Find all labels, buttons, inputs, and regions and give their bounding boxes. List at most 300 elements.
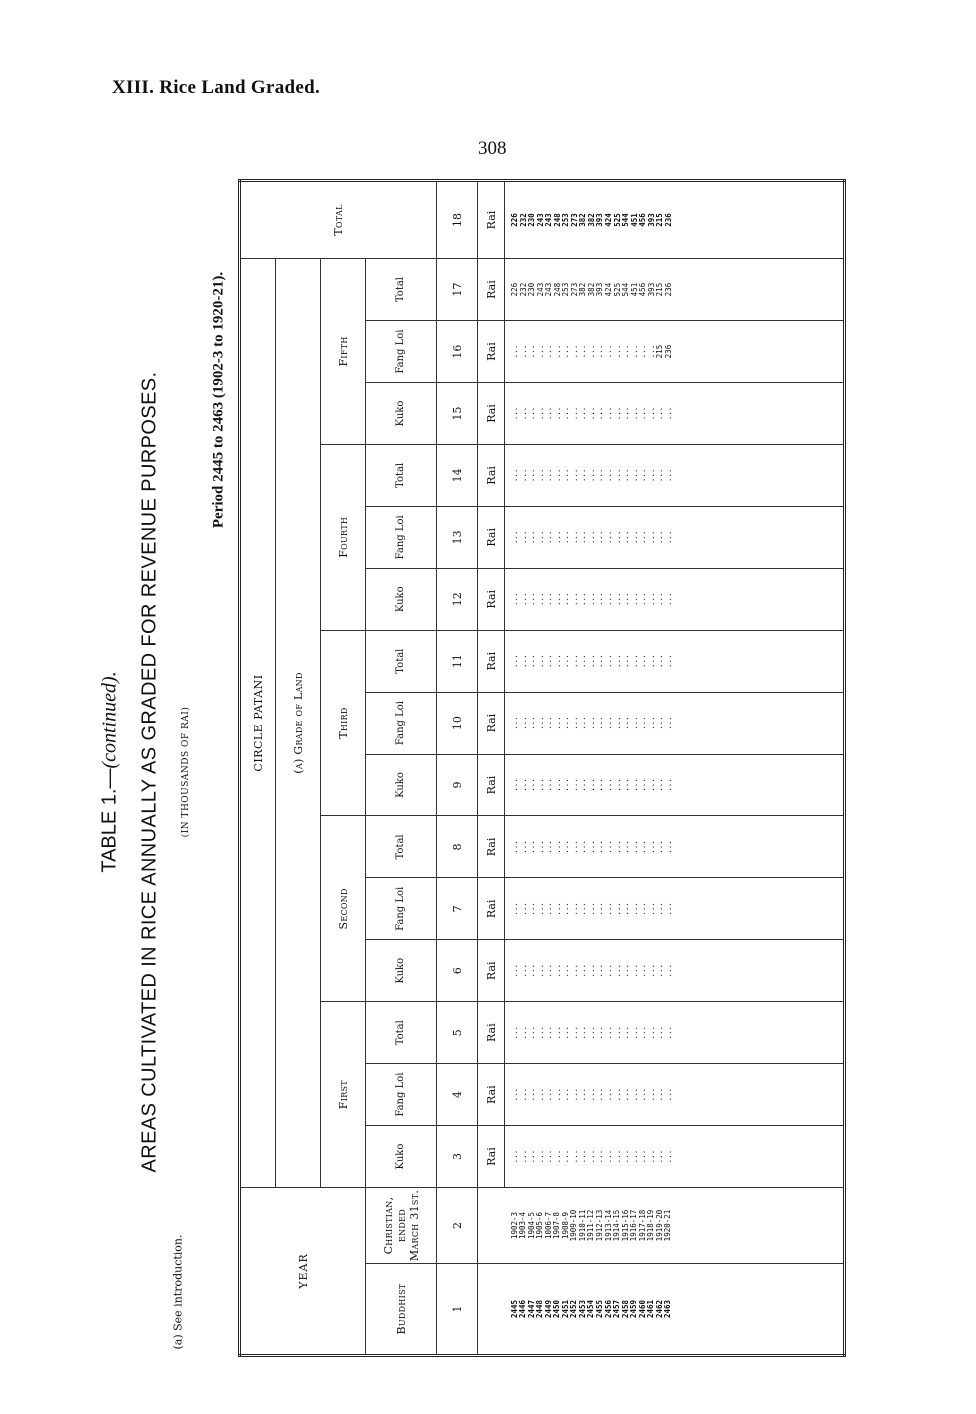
table-cell-value: ... xyxy=(612,654,622,668)
table-cell-value: ... xyxy=(595,654,605,668)
unit-cell: Rai xyxy=(478,181,505,259)
table-cell-value: ... xyxy=(638,654,648,668)
table-cell-value: ... xyxy=(586,530,596,545)
table-cell-value: ... xyxy=(544,964,554,978)
table-cell-value: ... xyxy=(638,778,648,792)
table-cell-value: 456 xyxy=(638,213,648,227)
table-cell-value: ... xyxy=(510,902,519,916)
unit-cell: Rai xyxy=(478,630,505,692)
table-cell-value: ... xyxy=(527,406,537,421)
column-number: 8 xyxy=(437,816,478,878)
table-cell-value: ... xyxy=(518,1025,528,1040)
table-cell-value: 451 xyxy=(629,213,639,227)
table-cell-value: ... xyxy=(527,1087,537,1102)
table-cell-value: ... xyxy=(629,964,639,978)
table-cell-value: ... xyxy=(578,1149,588,1164)
column-number: 1 xyxy=(437,1264,478,1356)
table-cell-value: 382 xyxy=(586,282,596,297)
table-cell-value: ... xyxy=(535,406,545,421)
table-cell-value: ... xyxy=(569,1025,579,1040)
column-number: 7 xyxy=(437,878,478,940)
fourth-kuko-header: Kuko xyxy=(366,568,437,630)
table-cell-value: ... xyxy=(663,406,673,421)
table-cell-value: ... xyxy=(510,778,519,792)
table-cell-value: ... xyxy=(586,1025,596,1040)
empty-values xyxy=(505,568,845,630)
table-cell-value: 2452 xyxy=(569,1299,579,1319)
table-cell-value: ... xyxy=(663,1087,673,1102)
table-cell-value: 1006-7 xyxy=(543,1211,553,1240)
table-cell-value: 382 xyxy=(586,213,596,227)
table-cell-value: 236 xyxy=(663,213,673,227)
christian-label: Christian, xyxy=(381,1196,395,1255)
third-kuko-header: Kuko xyxy=(366,754,437,816)
table-cell-value: ... xyxy=(518,902,528,916)
table-cell-value: 1912-13 xyxy=(594,1209,604,1242)
table-cell-value: ... xyxy=(561,406,571,421)
table-cell-value: ... xyxy=(578,964,588,978)
table-cell-value: ... xyxy=(621,964,631,978)
table-cell-value: 456 xyxy=(638,282,648,297)
table-cell-value: ... xyxy=(535,902,545,916)
table-cell-value: ... xyxy=(569,716,579,730)
table-cell-value: ... xyxy=(586,654,596,668)
empty-values xyxy=(505,1064,845,1126)
table-cell-value: ... xyxy=(604,1149,614,1164)
table-cell-value: ... xyxy=(655,468,665,483)
table-cell-value: ... xyxy=(663,716,673,730)
table-cell-value: 2450 xyxy=(552,1299,562,1319)
table-cell-value: ... xyxy=(569,840,579,854)
table-cell-value: ... xyxy=(535,964,545,978)
table-cell-value: ... xyxy=(510,406,519,421)
table-cell-value: ... xyxy=(535,1025,545,1040)
table-cell-value: ... xyxy=(544,468,554,483)
table-cell-value: ... xyxy=(544,1025,554,1040)
table-cell-value: ... xyxy=(604,654,614,668)
table-cell-value: ... xyxy=(629,592,639,607)
table-cell-value: ... xyxy=(638,1149,648,1164)
table-cell-value: ... xyxy=(595,406,605,421)
table-cell-value: ... xyxy=(638,406,648,421)
table-cell-value: ... xyxy=(612,344,622,359)
column-number: 5 xyxy=(437,1002,478,1064)
table-cell-value: 273 xyxy=(569,282,579,297)
table-cell-value: 1909-10 xyxy=(569,1209,579,1242)
table-cell-value: ... xyxy=(663,530,673,545)
table-cell-value: ... xyxy=(552,344,562,359)
table-cell-value: ... xyxy=(561,530,571,545)
table-cell-value: 544 xyxy=(621,213,631,227)
table-cell-value: ... xyxy=(663,1025,673,1040)
table-cell-value: 2456 xyxy=(603,1299,613,1319)
table-cell-value: 2453 xyxy=(577,1299,587,1319)
table-cell-value: ... xyxy=(535,1149,545,1164)
table-cell-value: ... xyxy=(544,778,554,792)
table-cell-value: ... xyxy=(518,530,528,545)
table-cell-value: ... xyxy=(569,902,579,916)
table-cell-value: ... xyxy=(535,1087,545,1102)
table-cell-value: 253 xyxy=(561,213,571,227)
table-cell-value: 1920-21 xyxy=(663,1209,673,1242)
fourth-fangloi-header: Fang Loi xyxy=(366,506,437,568)
table-cell-value: ... xyxy=(621,902,631,916)
empty-values xyxy=(505,506,845,568)
table-cell-value: ... xyxy=(612,1087,622,1102)
table-cell-value: ... xyxy=(527,964,537,978)
table-cell-value: ... xyxy=(655,902,665,916)
table-cell-value: ... xyxy=(663,964,673,978)
empty-values xyxy=(505,878,845,940)
table-cell-value: 2460 xyxy=(637,1299,647,1319)
table-cell-value: 1918-19 xyxy=(646,1209,656,1242)
column-number: 18 xyxy=(437,181,478,259)
table-cell-value: ... xyxy=(646,406,656,421)
table-cell-value: ... xyxy=(561,778,571,792)
table-cell-value: ... xyxy=(569,530,579,545)
table-cell-value: ... xyxy=(655,406,665,421)
table-cell-value: 2462 xyxy=(654,1299,664,1319)
table-cell-value: 424 xyxy=(604,213,614,227)
table-cell-value: ... xyxy=(604,530,614,545)
table-cell-value: ... xyxy=(646,468,656,483)
table-cell-value: ... xyxy=(604,902,614,916)
table-cell-value: ... xyxy=(595,840,605,854)
table-cell-value: ... xyxy=(527,902,537,916)
table-cell-value: 1905-6 xyxy=(535,1211,545,1240)
table-cell-value: ... xyxy=(612,964,622,978)
column-number: 11 xyxy=(437,630,478,692)
table-cell-value: ... xyxy=(655,530,665,545)
table-cell-value: ... xyxy=(544,1087,554,1102)
table-cell-value: 226 xyxy=(510,282,519,297)
table-cell-value: ... xyxy=(595,592,605,607)
table-cell-value: ... xyxy=(638,468,648,483)
table-cell-value: ... xyxy=(612,840,622,854)
table-cell-value: 1910-11 xyxy=(577,1209,587,1242)
circle-header: CIRCLE PATANI xyxy=(240,259,276,1188)
table-cell-value: ... xyxy=(518,1149,528,1164)
table-cell-value: 2458 xyxy=(620,1299,630,1319)
table-cell-value: ... xyxy=(527,840,537,854)
table-cell-value: ... xyxy=(612,406,622,421)
table-cell-value: ... xyxy=(663,654,673,668)
table-cell-value: ... xyxy=(569,964,579,978)
table-cell-value: ... xyxy=(646,840,656,854)
table-cell-value: ... xyxy=(544,406,554,421)
table-cell-value: ... xyxy=(552,902,562,916)
table-cell-value: 236 xyxy=(663,282,673,297)
table-cell-value: ... xyxy=(638,1087,648,1102)
table-cell-value: ... xyxy=(629,778,639,792)
table-cell-value: ... xyxy=(604,1087,614,1102)
table-cell-value: ... xyxy=(612,1149,622,1164)
table-cell-value: ... xyxy=(569,1149,579,1164)
table-cell-value: ... xyxy=(552,778,562,792)
third-total-header: Total xyxy=(366,630,437,692)
table-cell-value: ... xyxy=(612,468,622,483)
table-cell-value: 273 xyxy=(569,213,579,227)
table-cell-value: ... xyxy=(604,406,614,421)
unit-cell: Rai xyxy=(478,383,505,445)
second-kuko-header: Kuko xyxy=(366,940,437,1002)
column-number: 13 xyxy=(437,506,478,568)
table-cell-value: ... xyxy=(612,778,622,792)
table-cell-value: 248 xyxy=(552,213,562,227)
unit-cell: Rai xyxy=(478,1002,505,1064)
table-cell-value: ... xyxy=(569,778,579,792)
table-cell-value: ... xyxy=(510,1087,519,1102)
grade-fourth-header: Fourth xyxy=(321,444,366,630)
table-cell-value: ... xyxy=(604,1025,614,1040)
table-cell-value: ... xyxy=(646,654,656,668)
table-cell-value: ... xyxy=(629,902,639,916)
table-cell-value: ... xyxy=(604,840,614,854)
grand-total-values xyxy=(505,181,845,259)
table-cell-value: ... xyxy=(586,592,596,607)
christian-years xyxy=(505,1188,845,1264)
empty-values xyxy=(505,754,845,816)
table-cell-value: 232 xyxy=(518,213,528,227)
table-cell-value: ... xyxy=(527,592,537,607)
table-cell-value: ... xyxy=(552,406,562,421)
table-cell-value: 451 xyxy=(629,282,639,297)
table-cell-value: ... xyxy=(595,1149,605,1164)
table-cell-value: ... xyxy=(612,592,622,607)
table-cell-value: ... xyxy=(518,468,528,483)
table-cell-value: ... xyxy=(578,902,588,916)
table-cell-value: ... xyxy=(578,654,588,668)
table-cell-value: ... xyxy=(586,1087,596,1102)
table-cell-value: 1908-9 xyxy=(560,1211,570,1240)
table-cell-value: ... xyxy=(655,1149,665,1164)
unit-cell: Rai xyxy=(478,506,505,568)
table-cell-value: 2463 xyxy=(663,1299,673,1319)
table-cell-value: 2451 xyxy=(560,1299,570,1319)
table-cell-value: ... xyxy=(646,778,656,792)
table-cell-value: ... xyxy=(552,468,562,483)
unit-cell: Rai xyxy=(478,878,505,940)
table-cell-value: ... xyxy=(595,1025,605,1040)
table-cell-value: 243 xyxy=(535,213,545,227)
table-cell-value: 2446 xyxy=(518,1299,528,1319)
table-cell-value: 393 xyxy=(646,282,656,297)
table-cell-value: ... xyxy=(544,716,554,730)
table-cell-value: ... xyxy=(638,716,648,730)
unit-cell: Rai xyxy=(478,1126,505,1188)
table-cell-value: ... xyxy=(578,530,588,545)
table-cell-value: ... xyxy=(646,1087,656,1102)
table-cell-value: ... xyxy=(629,344,639,359)
table-cell-value: ... xyxy=(561,592,571,607)
table-cell-value: ... xyxy=(518,406,528,421)
table-cell-value: ... xyxy=(561,964,571,978)
table-cell-value: ... xyxy=(646,964,656,978)
table-cell-value: ... xyxy=(646,344,656,359)
empty-values xyxy=(505,1002,845,1064)
table-cell-value: ... xyxy=(586,1149,596,1164)
table-cell-value: 393 xyxy=(595,213,605,227)
table-cell-value: ... xyxy=(561,902,571,916)
table-cell-value: ... xyxy=(604,592,614,607)
table-cell-value: ... xyxy=(510,530,519,545)
table-cell-value: ... xyxy=(561,344,571,359)
table-cell-value: ... xyxy=(621,716,631,730)
table-cell-value: ... xyxy=(595,716,605,730)
table-cell-value: ... xyxy=(586,716,596,730)
table-cell-value: ... xyxy=(518,654,528,668)
table-cell-value: ... xyxy=(621,406,631,421)
grade-fifth-header: Fifth xyxy=(321,259,366,445)
table-cell-value: ... xyxy=(663,902,673,916)
ended-label: ended xyxy=(394,1209,408,1243)
table-cell-value: ... xyxy=(629,654,639,668)
page-number: 308 xyxy=(478,138,507,159)
table-cell-value: ... xyxy=(552,716,562,730)
grand-total-header: Total xyxy=(240,181,437,259)
table-cell-value: ... xyxy=(527,1149,537,1164)
table-cell-value: ... xyxy=(527,1025,537,1040)
table-cell-value: ... xyxy=(612,530,622,545)
table-cell-value: ... xyxy=(655,778,665,792)
column-number: 14 xyxy=(437,444,478,506)
table-cell-value: 382 xyxy=(578,282,588,297)
table-cell-value: ... xyxy=(621,654,631,668)
grade-first-header: First xyxy=(321,1002,366,1188)
table-cell-value: ... xyxy=(595,468,605,483)
table-cell-value: ... xyxy=(663,468,673,483)
table-cell-value: ... xyxy=(663,1149,673,1164)
column-number: 17 xyxy=(437,259,478,321)
table-cell-value: ... xyxy=(544,530,554,545)
table-cell-value: ... xyxy=(578,1025,588,1040)
table-cell-value: ... xyxy=(544,654,554,668)
unit-cell-blank xyxy=(478,1264,505,1356)
table-cell-value: 1913-14 xyxy=(603,1209,613,1242)
table-cell-value: ... xyxy=(621,468,631,483)
table-cell-value: ... xyxy=(586,778,596,792)
table-cell-value: ... xyxy=(655,964,665,978)
table-cell-value: ... xyxy=(527,778,537,792)
table-cell-value: ... xyxy=(518,716,528,730)
rice-table xyxy=(238,179,846,1357)
table-cell-value: ... xyxy=(552,840,562,854)
table-cell-value: ... xyxy=(638,592,648,607)
column-number: 12 xyxy=(437,568,478,630)
table-cell-value: ... xyxy=(604,964,614,978)
first-fangloi-header: Fang Loi xyxy=(366,1064,437,1126)
table-cell-value: 2459 xyxy=(629,1299,639,1319)
table-cell-value: 215 xyxy=(655,282,665,297)
table-cell-value: ... xyxy=(535,778,545,792)
table-cell-value: 2447 xyxy=(526,1299,536,1319)
table-cell-value: ... xyxy=(655,840,665,854)
table-cell-value: ... xyxy=(604,344,614,359)
table-cell-value: ... xyxy=(552,1149,562,1164)
column-number: 3 xyxy=(437,1126,478,1188)
table-cell-value: ... xyxy=(527,716,537,730)
table-cell-value: ... xyxy=(612,1025,622,1040)
table-cell-value: ... xyxy=(569,654,579,668)
unit-cell: Rai xyxy=(478,754,505,816)
table-cell-value: 525 xyxy=(612,213,622,227)
table-cell-value: ... xyxy=(544,1149,554,1164)
table-cell-value: ... xyxy=(629,468,639,483)
empty-values xyxy=(505,692,845,754)
table-cell-value: 226 xyxy=(510,213,519,227)
table-cell-value: ... xyxy=(655,654,665,668)
grade-third-header: Third xyxy=(321,630,366,816)
table-cell-value: ... xyxy=(561,716,571,730)
table-cell-value: ... xyxy=(527,530,537,545)
table-title: AREAS CULTIVATED IN RICE ANNUALLY AS GRADED FOR REVENUE PURPOSES. xyxy=(138,371,161,1173)
table-cell-value: 2454 xyxy=(586,1299,596,1319)
unit-cell: Rai xyxy=(478,321,505,383)
table-cell-value: 2455 xyxy=(594,1299,604,1319)
table-cell-value: ... xyxy=(586,468,596,483)
table-cell-value: ... xyxy=(638,344,648,359)
fifth-fangloi-header: Fang Loi xyxy=(366,321,437,383)
table-cell-value: 1917-18 xyxy=(637,1209,647,1242)
table-cell-value: 215 xyxy=(655,344,665,359)
table-cell-value: ... xyxy=(510,344,519,359)
table-cell-value: 1904-5 xyxy=(526,1211,536,1240)
unit-cell: Rai xyxy=(478,692,505,754)
table-cell-value: ... xyxy=(552,530,562,545)
table-cell-value: ... xyxy=(535,468,545,483)
table-cell-value: ... xyxy=(569,1087,579,1102)
table-cell-value: 243 xyxy=(535,282,545,297)
table-cell-value: ... xyxy=(586,840,596,854)
table-cell-value: ... xyxy=(561,468,571,483)
table-cell-value: ... xyxy=(561,1025,571,1040)
table-cell-value: ... xyxy=(655,1025,665,1040)
table-cell-value: 1919-20 xyxy=(654,1209,664,1242)
table-cell-value: 253 xyxy=(561,282,571,297)
table-cell-value: 232 xyxy=(518,282,528,297)
table-cell-value: 230 xyxy=(527,282,537,297)
table-cell-value: ... xyxy=(655,1087,665,1102)
table-cell-value: ... xyxy=(518,1087,528,1102)
table-cell-value: 2461 xyxy=(646,1299,656,1319)
buddhist-header: Buddhist xyxy=(366,1264,437,1356)
table-cell-value: ... xyxy=(604,716,614,730)
table-label xyxy=(99,671,122,872)
table-cell-value: ... xyxy=(621,1149,631,1164)
fifth-total-values xyxy=(505,259,845,321)
table-cell-value: ... xyxy=(646,1149,656,1164)
table-cell-value: ... xyxy=(578,1087,588,1102)
grade-second-header: Second xyxy=(321,816,366,1002)
table-cell-value: 1915-16 xyxy=(620,1209,630,1242)
table-cell-value: ... xyxy=(552,1025,562,1040)
column-number: 10 xyxy=(437,692,478,754)
grade-of-land-header: (a) Grade of Land xyxy=(276,259,321,1188)
table-label-continued: (continued). xyxy=(98,671,121,769)
unit-cell: Rai xyxy=(478,568,505,630)
table-cell-value: 1902-3 xyxy=(509,1211,519,1240)
table-cell-value: ... xyxy=(510,468,519,483)
table-cell-value: ... xyxy=(621,778,631,792)
table-cell-value: ... xyxy=(578,840,588,854)
table-cell-value: ... xyxy=(646,902,656,916)
table-cell-value: ... xyxy=(544,344,554,359)
year-header: YEAR xyxy=(240,1188,366,1356)
table-cell-value: ... xyxy=(621,1025,631,1040)
table-cell-value: ... xyxy=(586,964,596,978)
unit-cell: Rai xyxy=(478,816,505,878)
table-cell-value: ... xyxy=(629,1149,639,1164)
